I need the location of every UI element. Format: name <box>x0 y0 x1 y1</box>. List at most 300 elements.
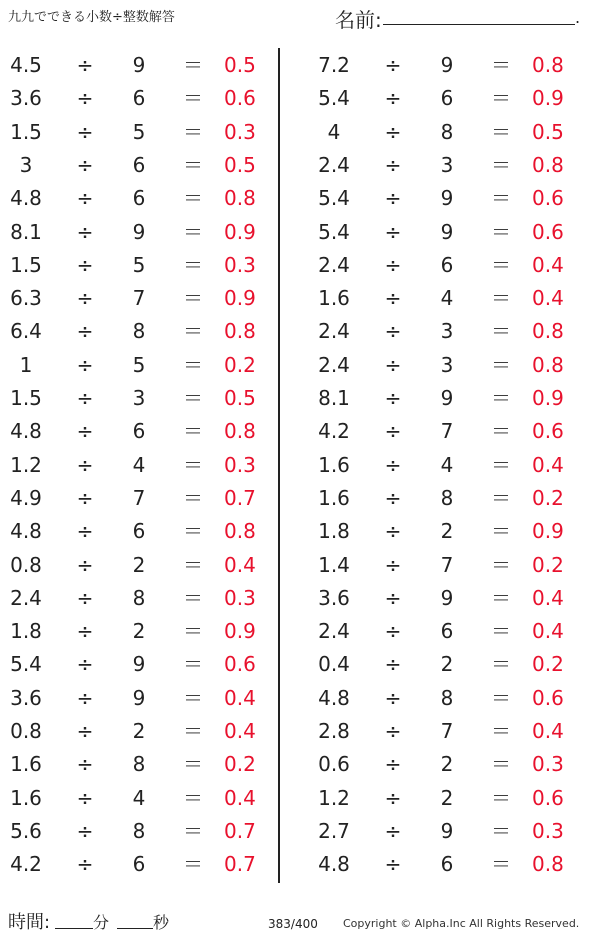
dividend: 2.4 <box>10 585 42 610</box>
divisor: 2 <box>132 552 146 577</box>
equals-sign: ＝ <box>491 752 511 777</box>
equals-sign: ＝ <box>491 352 511 377</box>
problem-row <box>4 449 264 482</box>
division-sign: ÷ <box>76 419 94 444</box>
dividend: 0.8 <box>10 552 42 577</box>
equals-sign: ＝ <box>491 286 511 311</box>
divisor: 3 <box>440 319 454 344</box>
division-sign: ÷ <box>384 286 402 311</box>
equals-sign: ＝ <box>183 319 203 344</box>
dividend: 1.5 <box>10 119 42 144</box>
divisor: 3 <box>132 386 146 410</box>
worksheet-title: 九九でできる小数÷整数解答 <box>8 10 175 25</box>
division-sign: ÷ <box>384 352 402 377</box>
division-sign: ÷ <box>384 219 402 244</box>
dividend: 2.4 <box>318 619 350 644</box>
divisor: 8 <box>132 585 146 610</box>
problem-row <box>312 482 572 515</box>
divisor: 5 <box>132 352 146 377</box>
problem-row <box>312 282 572 315</box>
answer: 0.6 <box>532 186 564 211</box>
divisor: 9 <box>440 386 454 410</box>
answer: 0.8 <box>224 519 256 544</box>
divisor: 6 <box>440 252 454 277</box>
division-sign: ÷ <box>76 152 94 177</box>
dividend: 5.4 <box>10 652 42 677</box>
division-sign: ÷ <box>384 752 402 777</box>
dividend: 4.9 <box>10 485 42 510</box>
division-sign: ÷ <box>384 719 402 743</box>
problem-row <box>4 615 264 648</box>
problem-row <box>312 615 572 648</box>
division-sign: ÷ <box>76 452 94 477</box>
answer: 0.6 <box>224 86 256 111</box>
division-sign: ÷ <box>76 519 94 544</box>
equals-sign: ＝ <box>183 552 203 577</box>
problem-row <box>4 682 264 715</box>
divisor: 9 <box>132 685 146 710</box>
divisor: 2 <box>440 785 454 810</box>
answer: 0.8 <box>532 852 564 877</box>
answer: 0.2 <box>532 552 564 577</box>
equals-sign: ＝ <box>491 252 511 277</box>
divisor: 6 <box>132 852 146 877</box>
division-sign: ÷ <box>76 319 94 344</box>
answer: 0.6 <box>224 652 256 677</box>
equals-sign: ＝ <box>183 452 203 477</box>
problem-row <box>4 515 264 548</box>
equals-sign: ＝ <box>491 86 511 111</box>
problem-row <box>312 216 572 249</box>
answer: 0.4 <box>532 252 564 277</box>
division-sign: ÷ <box>76 585 94 610</box>
dividend: 3.6 <box>10 86 42 111</box>
division-sign: ÷ <box>384 585 402 610</box>
equals-sign: ＝ <box>183 685 203 710</box>
problem-row <box>4 149 264 182</box>
division-sign: ÷ <box>384 386 402 410</box>
division-sign: ÷ <box>76 386 94 410</box>
equals-sign: ＝ <box>183 419 203 444</box>
dividend: 4.8 <box>10 519 42 544</box>
divisor: 9 <box>440 219 454 244</box>
equals-sign: ＝ <box>491 219 511 244</box>
answer: 0.9 <box>532 386 564 410</box>
dividend: 4.5 <box>10 53 42 77</box>
problem-row <box>4 848 264 881</box>
dividend: 1.2 <box>10 452 42 477</box>
equals-sign: ＝ <box>183 818 203 843</box>
answer: 0.6 <box>532 785 564 810</box>
problem-row <box>4 82 264 115</box>
equals-sign: ＝ <box>183 652 203 677</box>
dividend: 5.4 <box>318 186 350 211</box>
answer: 0.9 <box>532 86 564 111</box>
problem-row <box>312 782 572 815</box>
division-sign: ÷ <box>384 186 402 211</box>
answer: 0.9 <box>224 619 256 644</box>
dividend: 2.4 <box>318 352 350 377</box>
problem-row <box>312 848 572 881</box>
division-sign: ÷ <box>384 652 402 677</box>
equals-sign: ＝ <box>183 752 203 777</box>
equals-sign: ＝ <box>491 186 511 211</box>
divisor: 4 <box>132 785 146 810</box>
equals-sign: ＝ <box>183 186 203 211</box>
dividend: 2.7 <box>318 818 350 843</box>
answer: 0.7 <box>224 485 256 510</box>
dividend: 4.8 <box>318 685 350 710</box>
answer: 0.4 <box>532 719 564 743</box>
equals-sign: ＝ <box>183 152 203 177</box>
problem-row <box>312 415 572 448</box>
divisor: 6 <box>132 519 146 544</box>
name-input-line[interactable] <box>383 24 575 25</box>
name-end-dot: . <box>575 8 581 27</box>
answer: 0.5 <box>224 53 256 77</box>
divisor: 2 <box>132 619 146 644</box>
equals-sign: ＝ <box>491 852 511 877</box>
division-sign: ÷ <box>76 785 94 810</box>
answer: 0.4 <box>224 685 256 710</box>
dividend: 5.4 <box>318 219 350 244</box>
division-sign: ÷ <box>76 219 94 244</box>
divisor: 2 <box>440 519 454 544</box>
dividend: 1.6 <box>318 286 350 311</box>
answer: 0.4 <box>224 719 256 743</box>
division-sign: ÷ <box>76 485 94 510</box>
dividend: 1.6 <box>318 452 350 477</box>
answer: 0.2 <box>224 352 256 377</box>
answer: 0.3 <box>532 752 564 777</box>
dividend: 1.2 <box>318 785 350 810</box>
equals-sign: ＝ <box>183 386 203 410</box>
equals-sign: ＝ <box>183 53 203 77</box>
answer: 0.4 <box>532 585 564 610</box>
problem-row <box>312 715 572 748</box>
division-sign: ÷ <box>76 685 94 710</box>
answer: 0.7 <box>224 852 256 877</box>
problem-row <box>4 482 264 515</box>
dividend: 8.1 <box>318 386 350 410</box>
problem-row <box>312 49 572 82</box>
answer: 0.3 <box>224 119 256 144</box>
equals-sign: ＝ <box>491 719 511 743</box>
division-sign: ÷ <box>384 852 402 877</box>
problem-row <box>312 382 572 415</box>
divisor: 6 <box>132 186 146 211</box>
equals-sign: ＝ <box>183 252 203 277</box>
divisor: 6 <box>132 419 146 444</box>
dividend: 4.8 <box>10 419 42 444</box>
dividend: 5.6 <box>10 818 42 843</box>
answer: 0.3 <box>224 252 256 277</box>
answer: 0.6 <box>532 219 564 244</box>
answer: 0.8 <box>224 419 256 444</box>
equals-sign: ＝ <box>491 619 511 644</box>
divisor: 4 <box>440 286 454 311</box>
divisor: 6 <box>132 86 146 111</box>
divisor: 8 <box>440 485 454 510</box>
divisor: 7 <box>132 286 146 311</box>
problem-row <box>312 748 572 781</box>
dividend: 1 <box>19 352 33 377</box>
divisor: 9 <box>440 585 454 610</box>
division-sign: ÷ <box>384 53 402 77</box>
answer: 0.9 <box>224 219 256 244</box>
divisor: 8 <box>440 119 454 144</box>
equals-sign: ＝ <box>183 352 203 377</box>
equals-sign: ＝ <box>183 286 203 311</box>
dividend: 1.6 <box>10 752 42 777</box>
divisor: 7 <box>440 719 454 743</box>
dividend: 5.4 <box>318 86 350 111</box>
dividend: 1.6 <box>318 485 350 510</box>
answer: 0.8 <box>532 152 564 177</box>
division-sign: ÷ <box>76 852 94 877</box>
problem-row <box>4 349 264 382</box>
problem-row <box>312 815 572 848</box>
equals-sign: ＝ <box>491 319 511 344</box>
answer: 0.5 <box>532 119 564 144</box>
equals-sign: ＝ <box>183 585 203 610</box>
divisor: 9 <box>132 652 146 677</box>
equals-sign: ＝ <box>183 219 203 244</box>
divisor: 4 <box>132 452 146 477</box>
problem-row <box>312 648 572 681</box>
dividend: 3.6 <box>318 585 350 610</box>
problem-row <box>312 315 572 348</box>
divisor: 4 <box>440 452 454 477</box>
dividend: 1.5 <box>10 252 42 277</box>
division-sign: ÷ <box>76 186 94 211</box>
equals-sign: ＝ <box>491 652 511 677</box>
division-sign: ÷ <box>384 818 402 843</box>
equals-sign: ＝ <box>183 785 203 810</box>
problem-row <box>4 315 264 348</box>
divisor: 2 <box>132 719 146 743</box>
answer: 0.3 <box>224 452 256 477</box>
answer: 0.8 <box>224 319 256 344</box>
equals-sign: ＝ <box>491 552 511 577</box>
equals-sign: ＝ <box>491 452 511 477</box>
problem-row <box>312 449 572 482</box>
division-sign: ÷ <box>384 152 402 177</box>
divisor: 8 <box>132 319 146 344</box>
equals-sign: ＝ <box>183 519 203 544</box>
divisor: 2 <box>440 652 454 677</box>
division-sign: ÷ <box>384 252 402 277</box>
division-sign: ÷ <box>384 452 402 477</box>
division-sign: ÷ <box>76 286 94 311</box>
answer: 0.4 <box>224 552 256 577</box>
dividend: 6.4 <box>10 319 42 344</box>
problem-row <box>4 715 264 748</box>
dividend: 1.8 <box>10 619 42 644</box>
divisor: 7 <box>132 485 146 510</box>
divisor: 3 <box>440 352 454 377</box>
equals-sign: ＝ <box>491 785 511 810</box>
problem-row <box>312 582 572 615</box>
dividend: 0.6 <box>318 752 350 777</box>
problem-row <box>4 216 264 249</box>
divisor: 6 <box>132 152 146 177</box>
equals-sign: ＝ <box>491 419 511 444</box>
problem-row <box>4 182 264 215</box>
division-sign: ÷ <box>384 552 402 577</box>
dividend: 1.6 <box>10 785 42 810</box>
divisor: 8 <box>132 752 146 777</box>
time-label: 時間: <box>8 912 51 933</box>
answer: 0.6 <box>532 419 564 444</box>
seconds-input-line[interactable] <box>117 928 153 929</box>
copyright-text: Copyright © Alpha.Inc All Rights Reserved. <box>343 917 580 930</box>
answer: 0.4 <box>532 286 564 311</box>
dividend: 4.8 <box>318 852 350 877</box>
equals-sign: ＝ <box>183 852 203 877</box>
dividend: 1.5 <box>10 386 42 410</box>
dividend: 2.4 <box>318 319 350 344</box>
division-sign: ÷ <box>384 619 402 644</box>
equals-sign: ＝ <box>491 152 511 177</box>
divisor: 6 <box>440 852 454 877</box>
division-sign: ÷ <box>76 818 94 843</box>
answer: 0.6 <box>532 685 564 710</box>
problem-row <box>4 49 264 82</box>
division-sign: ÷ <box>76 619 94 644</box>
dividend: 3.6 <box>10 685 42 710</box>
answer: 0.2 <box>532 485 564 510</box>
divisor: 9 <box>440 818 454 843</box>
problem-row <box>4 582 264 615</box>
divisor: 8 <box>440 685 454 710</box>
division-sign: ÷ <box>76 86 94 111</box>
divisor: 5 <box>132 119 146 144</box>
problem-row <box>312 682 572 715</box>
problem-row <box>312 82 572 115</box>
answer: 0.3 <box>224 585 256 610</box>
problem-row <box>4 648 264 681</box>
problem-row <box>312 182 572 215</box>
division-sign: ÷ <box>76 752 94 777</box>
dividend: 0.8 <box>10 719 42 743</box>
problem-row <box>312 549 572 582</box>
dividend: 4.2 <box>10 852 42 877</box>
dividend: 4.2 <box>318 419 350 444</box>
dividend: 8.1 <box>10 219 42 244</box>
divisor: 6 <box>440 619 454 644</box>
dividend: 0.4 <box>318 652 350 677</box>
division-sign: ÷ <box>384 86 402 111</box>
answer: 0.5 <box>224 152 256 177</box>
dividend: 7.2 <box>318 53 350 77</box>
dividend: 3 <box>19 152 33 177</box>
equals-sign: ＝ <box>183 86 203 111</box>
divisor: 6 <box>440 86 454 111</box>
divisor: 8 <box>132 818 146 843</box>
problem-row <box>4 748 264 781</box>
page-number: 383/400 <box>268 917 318 931</box>
dividend: 2.4 <box>318 152 350 177</box>
divisor: 9 <box>440 186 454 211</box>
equals-sign: ＝ <box>491 386 511 410</box>
divisor: 9 <box>132 53 146 77</box>
column-divider <box>278 48 280 883</box>
name-label: 名前: <box>335 8 382 32</box>
answer: 0.4 <box>224 785 256 810</box>
problem-row <box>4 549 264 582</box>
division-sign: ÷ <box>384 319 402 344</box>
problem-row <box>312 349 572 382</box>
divisor: 5 <box>132 252 146 277</box>
equals-sign: ＝ <box>183 119 203 144</box>
problem-row <box>312 116 572 149</box>
problem-row <box>4 815 264 848</box>
equals-sign: ＝ <box>183 485 203 510</box>
dividend: 4.8 <box>10 186 42 211</box>
division-sign: ÷ <box>384 419 402 444</box>
dividend: 1.8 <box>318 519 350 544</box>
division-sign: ÷ <box>76 552 94 577</box>
dividend: 4 <box>327 119 341 144</box>
divisor: 2 <box>440 752 454 777</box>
divisor: 7 <box>440 419 454 444</box>
division-sign: ÷ <box>76 53 94 77</box>
minutes-input-line[interactable] <box>55 928 93 929</box>
problem-row <box>312 149 572 182</box>
division-sign: ÷ <box>76 652 94 677</box>
division-sign: ÷ <box>76 719 94 743</box>
problem-row <box>312 249 572 282</box>
minutes-label: 分 <box>93 913 110 932</box>
division-sign: ÷ <box>384 519 402 544</box>
problem-row <box>4 782 264 815</box>
answer: 0.2 <box>532 652 564 677</box>
dividend: 2.4 <box>318 252 350 277</box>
equals-sign: ＝ <box>491 585 511 610</box>
division-sign: ÷ <box>384 785 402 810</box>
division-sign: ÷ <box>76 119 94 144</box>
answer: 0.4 <box>532 619 564 644</box>
dividend: 6.3 <box>10 286 42 311</box>
divisor: 9 <box>132 219 146 244</box>
seconds-label: 秒 <box>153 913 170 932</box>
equals-sign: ＝ <box>491 818 511 843</box>
equals-sign: ＝ <box>491 685 511 710</box>
division-sign: ÷ <box>76 252 94 277</box>
problem-row <box>312 515 572 548</box>
dividend: 2.8 <box>318 719 350 743</box>
answer: 0.4 <box>532 452 564 477</box>
problem-row <box>4 282 264 315</box>
answer: 0.8 <box>532 352 564 377</box>
problem-row <box>4 249 264 282</box>
divisor: 7 <box>440 552 454 577</box>
equals-sign: ＝ <box>491 519 511 544</box>
answer: 0.9 <box>224 286 256 311</box>
division-sign: ÷ <box>384 485 402 510</box>
division-sign: ÷ <box>384 685 402 710</box>
answer: 0.9 <box>532 519 564 544</box>
answer: 0.3 <box>532 818 564 843</box>
problem-row <box>4 382 264 415</box>
equals-sign: ＝ <box>491 485 511 510</box>
equals-sign: ＝ <box>183 719 203 743</box>
division-sign: ÷ <box>384 119 402 144</box>
answer: 0.7 <box>224 818 256 843</box>
answer: 0.2 <box>224 752 256 777</box>
answer: 0.8 <box>532 319 564 344</box>
